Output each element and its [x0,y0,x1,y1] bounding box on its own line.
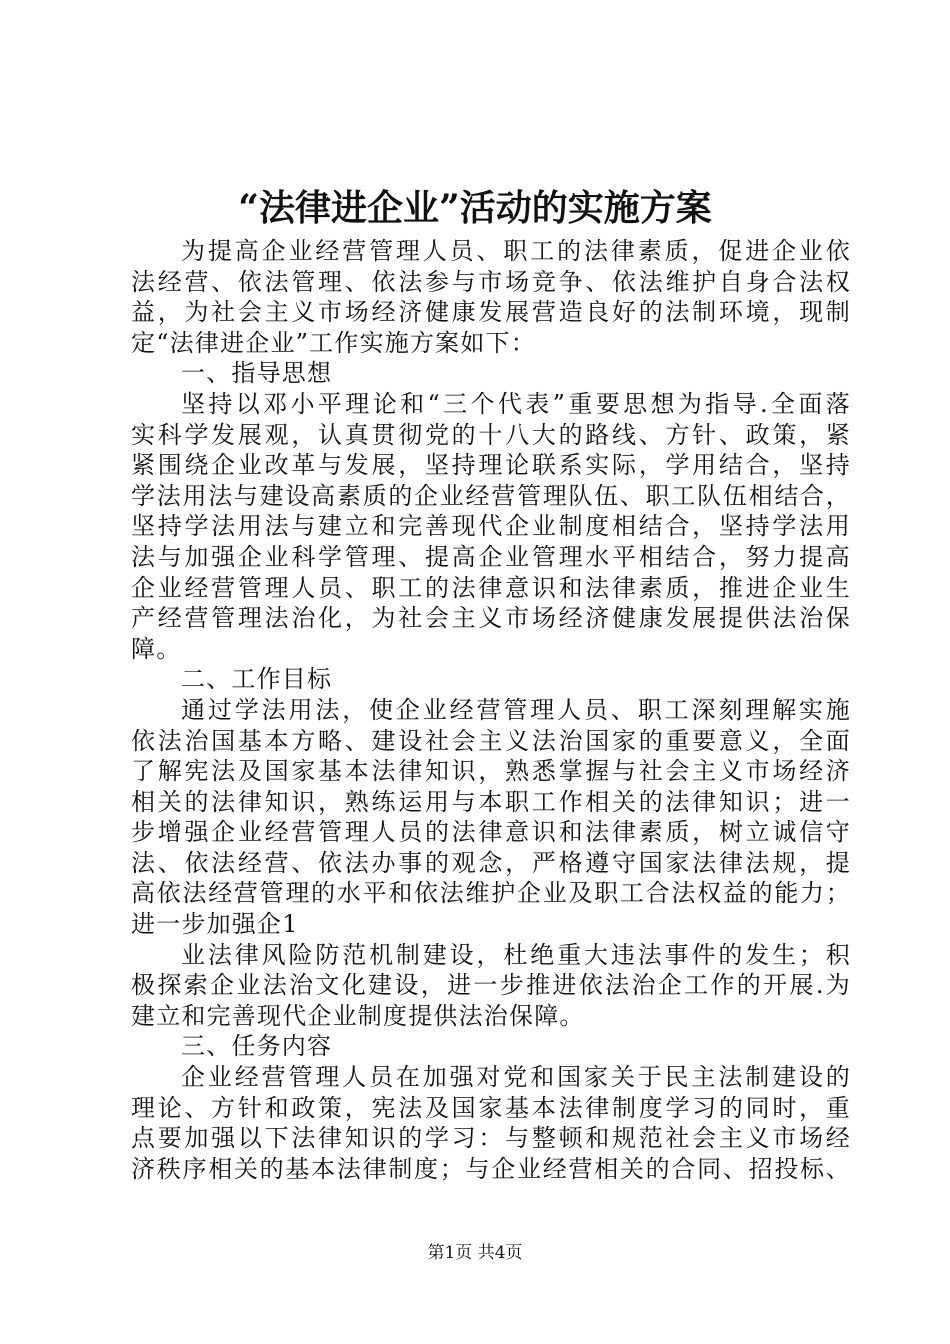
section-heading: 一、指导思想 [181,359,333,388]
body-line: 建立和完善现代企业制度提供法治保障。 [131,1001,585,1030]
body-line: 步增强企业经营管理人员的法律意识和法律素质，树立诚信守 [131,818,851,847]
document-body [131,236,851,1184]
body-line: 通过学法用法，使企业经营管理人员、职工深刻理解实施 [181,695,851,724]
body-line: 坚持以邓小平理论和“三个代表”重要思想为指导.全面落 [181,389,851,418]
body-line: 高依法经营管理的水平和依法维护企业及职工合法权益的能力； [131,879,851,908]
document-title: “法律进企业”活动的实施方案 [238,187,712,229]
body-line: 产经营管理法治化，为社会主义市场经济健康发展提供法治保 [131,604,851,633]
body-line: 法经营、依法管理、依法参与市场竞争、依法维护自身合法权 [131,267,851,296]
body-line: 实科学发展观，认真贯彻党的十八大的路线、方针、政策，紧 [131,420,851,449]
section-heading: 三、任务内容 [181,1032,333,1061]
body-line: 坚持学法用法与建立和完善现代企业制度相结合，坚持学法用 [131,512,851,541]
body-line: 进一步加强企1 [131,910,299,939]
body-line: 依法治国基本方略、建设社会主义法治国家的重要意义，全面 [131,726,851,755]
body-line: 点要加强以下法律知识的学习：与整顿和规范社会主义市场经 [131,1124,851,1153]
body-line: 企业经营管理人员、职工的法律意识和法律素质，推进企业生 [131,573,851,602]
section-heading: 二、工作目标 [181,665,333,694]
body-line: 为提高企业经营管理人员、职工的法律素质，促进企业依 [181,237,851,265]
body-line: 益，为社会主义市场经济健康发展营造良好的法制环境，现制 [131,298,851,327]
body-line: 学法用法与建设高素质的企业经营管理队伍、职工队伍相结合， [131,481,851,510]
body-line: 理论、方针和政策，宪法及国家基本法律制度学习的同时，重 [131,1093,851,1122]
body-line: 法与加强企业科学管理、提高企业管理水平相结合，努力提高 [131,542,851,571]
body-line: 济秩序相关的基本法律制度；与企业经营相关的合同、招投标、 [131,1154,851,1183]
page-number-footer: 第1页 共4页 [427,1243,523,1263]
body-line: 障。 [131,634,182,663]
body-line: 业法律风险防范机制建设，杜绝重大违法事件的发生；积 [181,940,851,969]
body-line: 相关的法律知识，熟练运用与本职工作相关的法律知识；进一 [131,787,851,816]
body-line: 企业经营管理人员在加强对党和国家关于民主法制建设的 [181,1063,851,1092]
body-line: 法、依法经营、依法办事的观念，严格遵守国家法律法规，提 [131,848,851,877]
body-line: 紧围绕企业改革与发展，坚持理论联系实际，学用结合，坚持 [131,451,851,480]
body-line: 定“法律进企业”工作实施方案如下： [131,328,536,357]
body-line: 极探索企业法治文化建设，进一步推进依法治企工作的开展.为 [131,971,851,1000]
body-line: 了解宪法及国家基本法律知识，熟悉掌握与社会主义市场经济 [131,757,851,786]
